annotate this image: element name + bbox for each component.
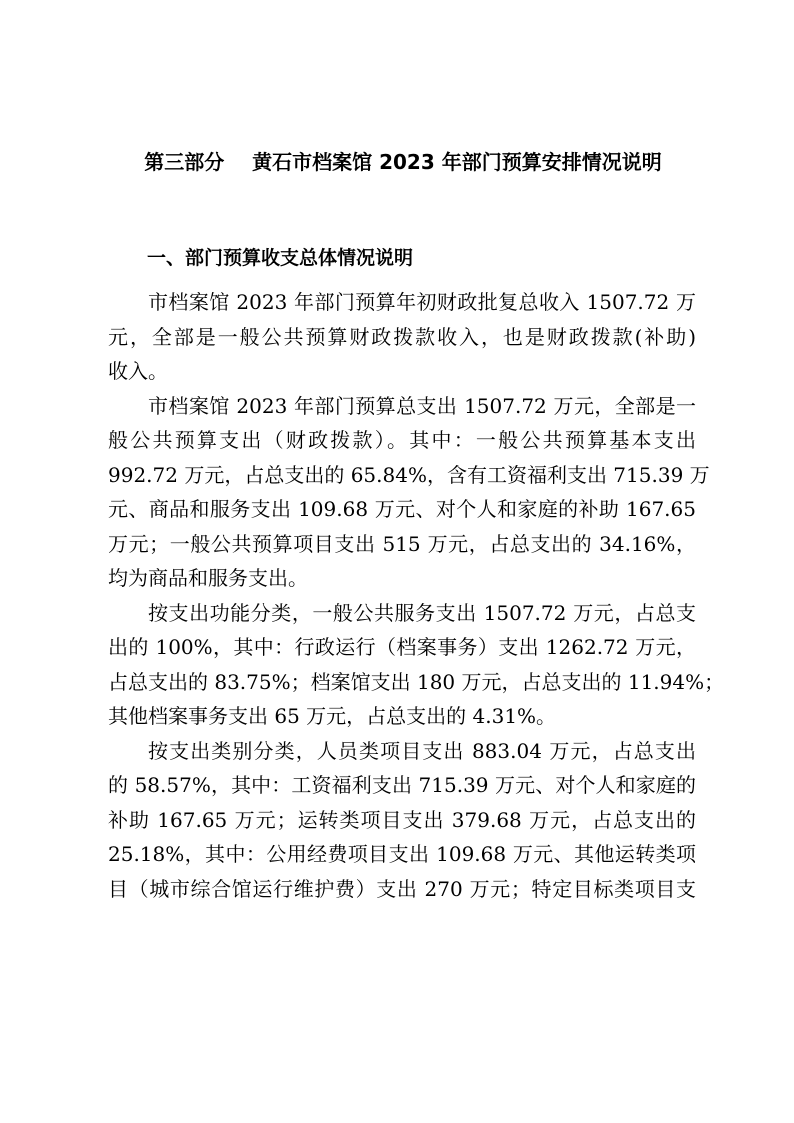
paragraph-line: 收入。 bbox=[108, 359, 168, 383]
paragraph-line: 元、商品和服务支出 109.68 万元、对个人和家庭的补助 167.65 bbox=[108, 497, 696, 521]
paragraph bbox=[108, 734, 696, 907]
paragraph-line: 补助 167.65 万元；运转类项目支出 379.68 万元，占总支出的 bbox=[108, 807, 696, 832]
paragraph-line: 市档案馆 2023 年部门预算总支出 1507.72 万元，全部是一 bbox=[148, 393, 696, 418]
document-title: 第三部分 黄石市档案馆 2023 年部门预算安排情况说明 bbox=[144, 150, 662, 174]
paragraph bbox=[108, 596, 725, 734]
paragraph-line: 出的 100%，其中：行政运行（档案事务）支出 1262.72 万元， bbox=[108, 635, 696, 659]
paragraph-line: 均为商品和服务支出。 bbox=[108, 566, 308, 590]
paragraph bbox=[108, 389, 710, 596]
paragraph-line: 目（城市综合馆运行维护费）支出 270 万元；特定目标类项目支 bbox=[108, 876, 696, 901]
paragraph-line: 万元；一般公共预算项目支出 515 万元，占总支出的 34.16%， bbox=[108, 531, 696, 556]
paragraph-line: 992.72 万元，占总支出的 65.84%，含有工资福利支出 715.39 万 bbox=[108, 462, 710, 487]
paragraph-line: 般公共预算支出（财政拨款）。其中：一般公共预算基本支出 bbox=[108, 428, 696, 452]
paragraph bbox=[108, 285, 696, 389]
paragraph-line: 的 58.57%，其中：工资福利支出 715.39 万元、对个人和家庭的 bbox=[108, 773, 696, 797]
paragraph-line: 其他档案事务支出 65 万元，占总支出的 4.31%。 bbox=[108, 704, 557, 728]
paragraph-line: 按支出功能分类，一般公共服务支出 1507.72 万元，占总支 bbox=[148, 600, 696, 625]
section-heading: 一、部门预算收支总体情况说明 bbox=[147, 247, 414, 269]
paragraph-line: 占总支出的 83.75%；档案馆支出 180 万元，占总支出的 11.94%； bbox=[108, 669, 725, 694]
paragraph-line: 市档案馆 2023 年部门预算年初财政批复总收入 1507.72 万 bbox=[148, 290, 696, 314]
paragraph-line: 25.18%，其中：公用经费项目支出 109.68 万元、其他运转类项 bbox=[108, 842, 696, 866]
document-body bbox=[108, 285, 725, 906]
paragraph-line: 按支出类别分类，人员类项目支出 883.04 万元，占总支出 bbox=[148, 738, 696, 763]
paragraph-line: 元，全部是一般公共预算财政拨款收入，也是财政拨款(补助) bbox=[108, 324, 696, 349]
